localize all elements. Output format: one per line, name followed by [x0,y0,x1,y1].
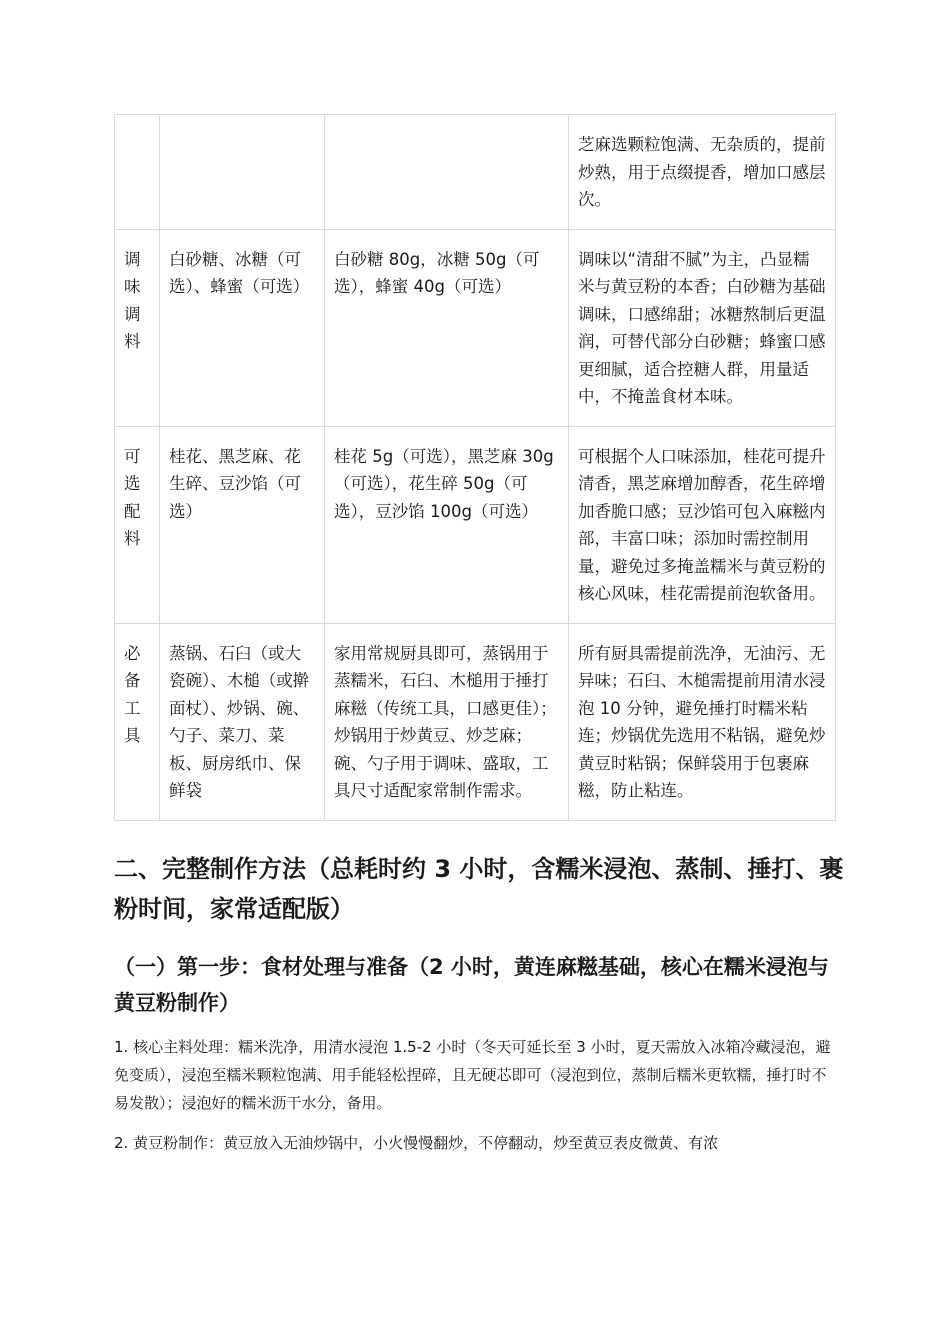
ingredients-table [114,114,836,821]
table-cell-items: 白砂糖、冰糖（可选）、蜂蜜（可选） [160,229,325,426]
table-cell-note: 调味以“清甜不腻”为主，凸显糯米与黄豆粉的本香；白砂糖为基础调味，口感绵甜；冰糖熬制后更温润，可替代部分白砂糖；蜂蜜口感更细腻，适合控糖人群，用量适中，不掩盖食材本味。 [569,229,836,426]
table-row [115,426,836,623]
table-cell-note: 芝麻选颗粒饱满、无杂质的，提前炒熟，用于点缀提香，增加口感层次。 [569,115,836,230]
table-cell-amount [325,115,569,230]
section-heading: 二、完整制作方法（总耗时约 3 小时，含糯米浸泡、蒸制、捶打、裹粉时间，家常适配版） [114,854,844,923]
table-cell-category: 调味调料 [115,229,160,426]
table-row [115,229,836,426]
table-cell-amount: 家用常规厨具即可，蒸锅用于蒸糯米，石臼、木槌用于捶打麻糍（传统工具，口感更佳）；炒锅用于炒黄豆、炒芝麻；碗、勺子用于调味、盛取，工具尺寸适配家常制作需求。 [325,623,569,820]
table-row [115,115,836,230]
subsection-heading: （一）第一步：食材处理与准备（2 小时，黄连麻糍基础，核心在糯米浸泡与黄豆粉制作） [114,954,829,1015]
table-row [115,623,836,820]
table-cell-category: 可选配料 [115,426,160,623]
step-paragraph: 2. 黄豆粉制作：黄豆放入无油炒锅中，小火慢慢翻炒，不停翻动，炒至黄豆表皮微黄、有浓 [114,1133,719,1152]
table-cell-items [160,115,325,230]
table-cell-items: 蒸锅、石臼（或大瓷碗）、木槌（或擀面杖）、炒锅、碗、勺子、菜刀、菜板、厨房纸巾、保鲜袋 [160,623,325,820]
document-page [114,114,844,1157]
table-cell-note: 可根据个人口味添加，桂花可提升清香，黑芝麻增加醇香，花生碎增加香脆口感；豆沙馅可包入麻糍内部，丰富口味；添加时需控制用量，避免过多掩盖糯米与黄豆粉的核心风味，桂花需提前泡软备用。 [569,426,836,623]
table-cell-amount: 桂花 5g（可选），黑芝麻 30g（可选），花生碎 50g（可选），豆沙馅 100g（可选） [325,426,569,623]
table-cell-amount: 白砂糖 80g，冰糖 50g（可选），蜂蜜 40g（可选） [325,229,569,426]
table-cell-category [115,115,160,230]
table-cell-category: 必备工具 [115,623,160,820]
table-cell-note: 所有厨具需提前洗净，无油污、无异味；石臼、木槌需提前用清水浸泡 10 分钟，避免捶打时糯米粘连；炒锅优先选用不粘锅，避免炒黄豆时粘锅；保鲜袋用于包裹麻糍，防止粘连。 [569,623,836,820]
step-paragraph: 1. 核心主料处理：糯米洗净，用清水浸泡 1.5-2 小时（冬天可延长至 3 小时，夏天需放入冰箱冷藏浸泡，避免变质），浸泡至糯米颗粒饱满、用手能轻松捏碎，且无硬芯即可（浸泡到位，蒸制后糯米更软糯，捶打时不易发散）；浸泡好的糯米沥干水分，备用。 [114,1037,831,1112]
table-cell-items: 桂花、黑芝麻、花生碎、豆沙馅（可选） [160,426,325,623]
